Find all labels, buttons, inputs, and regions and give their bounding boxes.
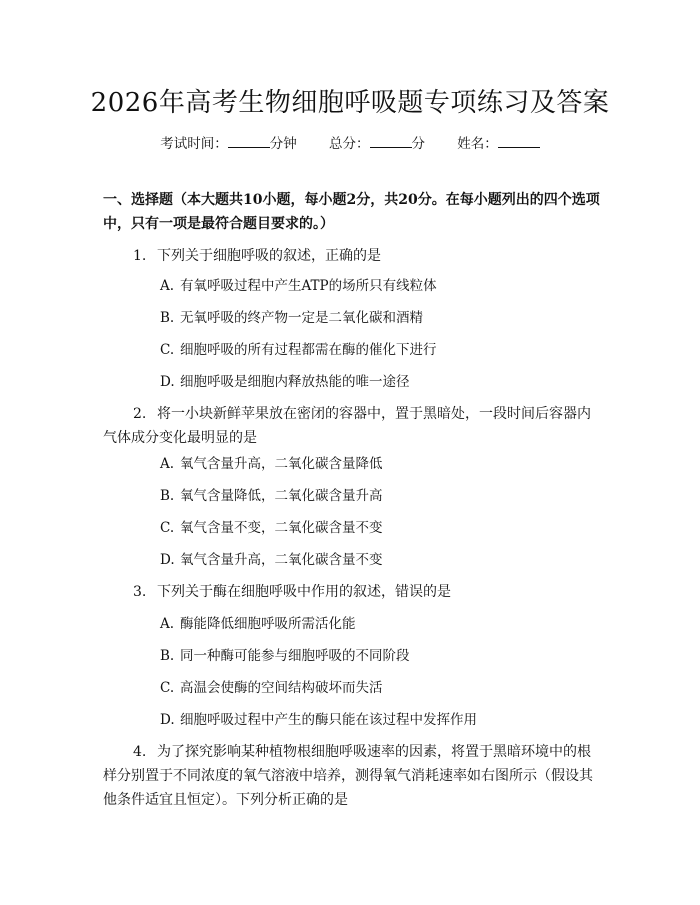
option-label: C. — [160, 342, 175, 358]
option-text: 氧气含量降低，二氧化碳含量升高 — [180, 488, 383, 504]
option-3a — [160, 614, 610, 634]
exam-time — [160, 136, 297, 152]
option-label: D. — [160, 552, 175, 568]
exam-score — [329, 136, 425, 152]
time-blank — [228, 135, 270, 148]
question-number: 4. — [133, 744, 147, 760]
time-label: 考试时间： — [160, 136, 228, 152]
option-text: 无氧呼吸的终产物一定是二氧化碳和酒精 — [180, 310, 423, 326]
option-text: 高温会使酶的空间结构破坏而失活 — [180, 680, 383, 696]
question-number: 3. — [133, 584, 147, 600]
option-label: B. — [160, 310, 175, 326]
option-2c — [160, 518, 610, 538]
option-text: 氧气含量升高，二氧化碳含量降低 — [180, 456, 383, 472]
page-title: 2026年高考生物细胞呼吸题专项练习及答案 — [90, 88, 610, 118]
question-1 — [103, 244, 603, 268]
question-number: 1. — [133, 248, 147, 264]
option-text: 酶能降低细胞呼吸所需活化能 — [180, 616, 356, 632]
option-1b — [160, 308, 610, 328]
option-1a — [160, 276, 610, 296]
option-2b — [160, 486, 610, 506]
question-stem: 下列关于酶在细胞呼吸中作用的叙述，错误的是 — [157, 584, 451, 600]
exam-meta — [0, 132, 700, 152]
time-unit: 分钟 — [269, 136, 297, 152]
option-text: 细胞呼吸的所有过程都需在酶的催化下进行 — [180, 342, 437, 358]
option-text: 氧气含量升高，二氧化碳含量不变 — [180, 552, 383, 568]
option-text: 细胞呼吸过程中产生的酶只能在该过程中发挥作用 — [180, 712, 477, 728]
question-stem: 为了探究影响某种植物根细胞呼吸速率的因素，将置于黑暗环境中的根样分别置于不同浓度的氧气溶液中培养，测得氧气消耗速率如右图所示（假设其他条件适宜且恒定）。下列分析正确的是 — [103, 744, 593, 808]
option-3c — [160, 678, 610, 698]
option-text: 同一种酶可能参与细胞呼吸的不同阶段 — [180, 648, 410, 664]
option-text: 氧气含量不变，二氧化碳含量不变 — [180, 520, 383, 536]
option-label: B. — [160, 488, 175, 504]
option-3d — [160, 710, 610, 730]
question-stem: 将一小块新鲜苹果放在密闭的容器中，置于黑暗处，一段时间后容器内气体成分变化最明显的是 — [103, 406, 591, 446]
question-stem: 下列关于细胞呼吸的叙述，正确的是 — [157, 248, 381, 264]
exam-name — [457, 136, 540, 152]
question-4 — [103, 740, 603, 812]
option-1c — [160, 340, 610, 360]
option-1d — [160, 372, 610, 392]
name-blank — [498, 135, 540, 148]
option-text: 有氧呼吸过程中产生ATP的场所只有线粒体 — [180, 278, 437, 294]
score-blank — [370, 135, 412, 148]
score-unit: 分 — [411, 136, 425, 152]
option-label: D. — [160, 712, 175, 728]
option-2d — [160, 550, 610, 570]
option-2a — [160, 454, 610, 474]
option-label: D. — [160, 374, 175, 390]
score-label: 总分： — [329, 136, 370, 152]
question-3 — [103, 580, 603, 604]
option-label: C. — [160, 520, 175, 536]
option-label: A. — [160, 616, 175, 632]
option-label: A. — [160, 278, 175, 294]
option-3b — [160, 646, 610, 666]
option-text: 细胞呼吸是细胞内释放热能的唯一途径 — [180, 374, 410, 390]
option-label: B. — [160, 648, 175, 664]
question-2 — [103, 402, 603, 450]
section-heading: 一、选择题（本大题共10小题，每小题2分，共20分。在每小题列出的四个选项中，只有一项是最符合题目要求的。） — [103, 192, 600, 232]
option-label: C. — [160, 680, 175, 696]
question-number: 2. — [133, 406, 147, 422]
option-label: A. — [160, 456, 175, 472]
name-label: 姓名： — [457, 136, 498, 152]
